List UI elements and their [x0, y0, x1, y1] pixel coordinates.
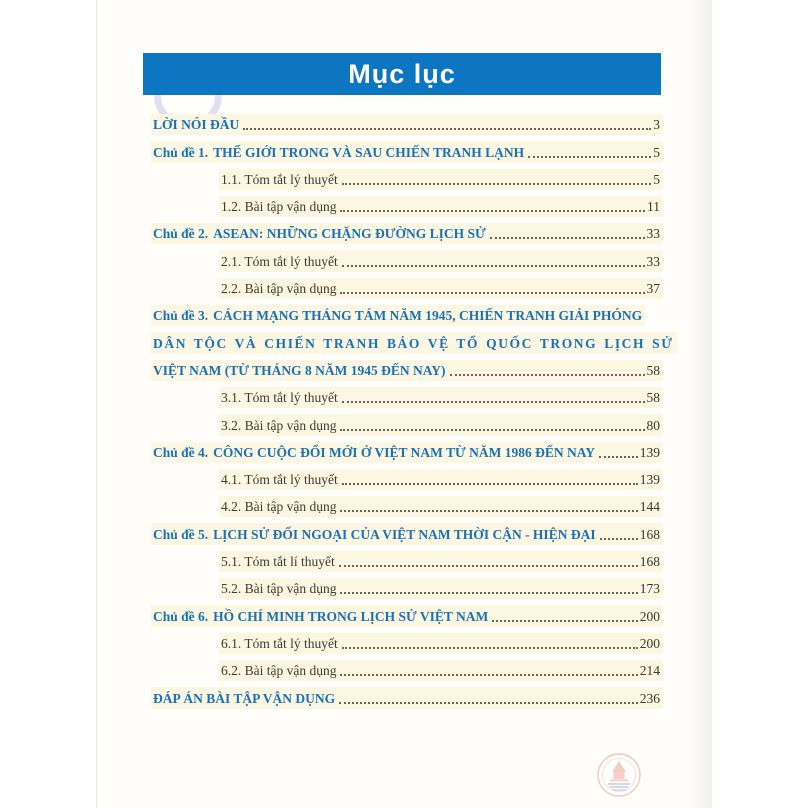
toc-list [151, 111, 674, 712]
toc-entry-row [151, 111, 663, 138]
toc-entry-label: 4.1. Tóm tắt lý thuyết [221, 472, 338, 488]
page-number: 200 [639, 635, 660, 651]
page-number: 33 [646, 253, 660, 269]
toc-entry-label: CÁCH MẠNG THÁNG TÁM NĂM 1945, CHIẾN TRANH GIẢI PHÓNG [213, 308, 643, 324]
toc-entry-label: THẾ GIỚI TRONG VÀ SAU CHIẾN TRANH LẠNH [213, 144, 525, 160]
dot-leader [340, 292, 644, 294]
toc-entry-prefix: Chủ đề 3. [153, 308, 209, 324]
page-number: 5 [653, 171, 660, 187]
toc-subentry-row [151, 630, 663, 657]
page-edge-shadow [686, 0, 712, 808]
toc-entry-label: 6.2. Bài tập vận dụng [221, 663, 337, 679]
toc-subentry-row [151, 411, 663, 438]
dot-leader [340, 510, 637, 512]
page-number: 200 [639, 608, 660, 624]
toc-entry-row [151, 602, 663, 629]
toc-entry-row [151, 220, 663, 247]
toc-entry-label: CÔNG CUỘC ĐỔI MỚI Ở VIỆT NAM TỪ NĂM 1986 ĐẾN NAY [213, 444, 596, 460]
toc-entry-label: 3.2. Bài tập vận dụng [221, 417, 337, 433]
toc-entry-label: 2.2. Bài tập vận dụng [221, 281, 337, 297]
toc-entry-label: LỜI NÓI ĐẦU [153, 117, 240, 133]
toc-entry-label: 1.1. Tóm tắt lý thuyết [221, 171, 338, 187]
dot-leader [599, 456, 638, 458]
toc-entry-prefix: Chủ đề 6. [153, 608, 209, 624]
dot-leader [492, 620, 637, 622]
toc-entry-prefix: Chủ đề 1. [153, 144, 209, 160]
dot-leader [339, 565, 638, 567]
page-number: 58 [646, 362, 660, 378]
page-number: 214 [639, 663, 660, 679]
dot-leader [342, 401, 645, 403]
toc-entry-row [151, 684, 663, 711]
toc-subentry-row [151, 275, 663, 302]
page-number: 37 [646, 281, 660, 297]
toc-entry-label: 5.1. Tóm tắt lí thuyết [221, 554, 335, 570]
toc-entry-label: LỊCH SỬ ĐỐI NGOẠI CỦA VIỆT NAM THỜI CẬN - HIỆN ĐẠI [213, 526, 596, 542]
page-number: 5 [653, 144, 660, 160]
toc-entry-label: HỒ CHÍ MINH TRONG LỊCH SỬ VIỆT NAM [213, 608, 489, 624]
toc-subentry-row [151, 193, 663, 220]
page-number: 168 [639, 526, 660, 542]
toc-entry-label: 1.2. Bài tập vận dụng [221, 199, 337, 215]
dot-leader [243, 128, 651, 130]
toc-subentry-row [151, 384, 663, 411]
toc-entry-label: 4.2. Bài tập vận dụng [221, 499, 337, 515]
toc-subentry-row [151, 466, 663, 493]
toc-subentry-row [151, 575, 663, 602]
toc-entry-prefix: Chủ đề 2. [153, 226, 209, 242]
page-number: 33 [646, 226, 660, 242]
toc-entry-label: ASEAN: NHỮNG CHẶNG ĐƯỜNG LỊCH SỬ [213, 226, 486, 242]
toc-entry-label: DÂN TỘC VÀ CHIẾN TRANH BẢO VỆ TỔ QUỐC TRONG LỊCH SỬ [153, 335, 674, 351]
toc-entry-prefix: Chủ đề 4. [153, 444, 209, 460]
page-number: 80 [646, 417, 660, 433]
dot-leader [600, 538, 638, 540]
toc-entry-row [151, 439, 663, 466]
toc-entry-prefix: Chủ đề 5. [153, 526, 209, 542]
toc-entry-row [151, 329, 674, 356]
dot-leader [340, 429, 644, 431]
toc-entry-label: VIỆT NAM (TỪ THÁNG 8 NĂM 1945 ĐẾN NAY) [153, 362, 446, 378]
page-number: 139 [639, 472, 660, 488]
toc-entry-row [151, 520, 663, 547]
toc-entry-row [151, 138, 663, 165]
toc-subentry-row [151, 247, 663, 274]
page-number: 173 [639, 581, 660, 597]
toc-subentry-row [151, 657, 663, 684]
toc-header-bar [143, 53, 661, 95]
page-title: Mục lục [348, 58, 456, 89]
dot-leader [342, 265, 645, 267]
toc-subentry-row [151, 493, 663, 520]
page-number: 139 [639, 444, 660, 460]
dot-leader [342, 483, 638, 485]
toc-entry-row [151, 302, 663, 329]
toc-subentry-row [151, 548, 663, 575]
toc-entry-label: 5.2. Bài tập vận dụng [221, 581, 337, 597]
dot-leader [340, 674, 637, 676]
toc-entry-label: ĐÁP ÁN BÀI TẬP VẬN DỤNG [153, 690, 336, 706]
dot-leader [342, 647, 638, 649]
dot-leader [450, 374, 645, 376]
page-number: 58 [646, 390, 660, 406]
dot-leader [342, 183, 652, 185]
dot-leader [340, 210, 645, 212]
page-number: 144 [639, 499, 660, 515]
toc-entry-label: 6.1. Tóm tắt lý thuyết [221, 635, 338, 651]
book-page [96, 0, 712, 808]
page-number: 11 [647, 199, 660, 215]
dot-leader [490, 237, 645, 239]
stamp-logo-icon [596, 752, 642, 798]
page-number: 168 [639, 554, 660, 570]
toc-entry-label: 3.1. Tóm tắt lý thuyết [221, 390, 338, 406]
toc-entry-label: 2.1. Tóm tắt lý thuyết [221, 253, 338, 269]
toc-entry-row [151, 357, 663, 384]
page-number: 236 [639, 690, 660, 706]
toc-subentry-row [151, 166, 663, 193]
dot-leader [339, 702, 638, 704]
dot-leader [528, 156, 651, 158]
page-number: 3 [653, 117, 660, 133]
dot-leader [340, 592, 637, 594]
